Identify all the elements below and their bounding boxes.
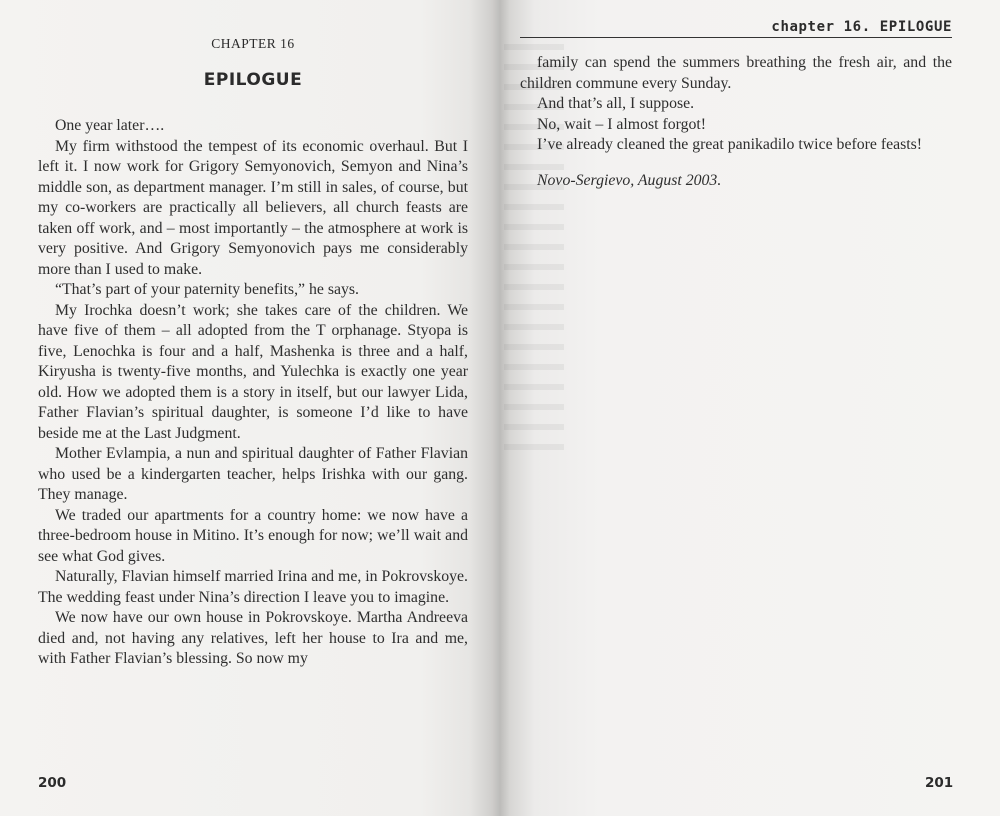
paragraph: My Irochka doesn’t work; she takes care of the children. We have five of them – all adopted from the T orphanage. Styopa is five, Lenochka is four and a half, Mashenka is three and a half, Kiryusha is twenty-five months, and Yulechka is exactly one year old. How we adopted them is a story in itself, but our lawyer Lida, Father Flavian’s spiritual daughter, is someone I’d like to have beside me at the Last Judgment. [38, 301, 468, 442]
running-head: chapter 16. EPILOGUE [771, 19, 952, 35]
chapter-label: CHAPTER 16 [211, 36, 295, 51]
paragraph: No, wait – I almost forgot! [537, 115, 707, 133]
chapter-title: EPILOGUE [203, 70, 303, 90]
right-page-body [520, 53, 952, 191]
dateline: Novo-Sergievo, August 2003. [537, 171, 722, 189]
left-page-body [38, 116, 468, 670]
paragraph: family can spend the summers breathing the fresh air, and the children commune every Sunday. [520, 54, 952, 92]
paragraph: And that’s all, I suppose. [537, 95, 695, 112]
paragraph: “That’s part of your paternity benefits,” he says. [55, 281, 359, 298]
paragraph: I’ve already cleaned the great panikadilo twice before feasts! [537, 136, 923, 153]
page-number-right: 201 [925, 775, 954, 791]
page-number-left: 200 [38, 775, 67, 791]
running-head-rule [520, 37, 952, 38]
paragraph: My firm withstood the tempest of its economic overhaul. But I left it. I now work for Grigory Semyonovich, Semyon and Nina’s middle son, as department manager. I’m still in sales, of course, but my co-workers are practically all believers, all church feasts are taken off work, and – most importantly – the atmosphere at work is very positive. And Grigory Semyonovich pays me considerably more than I used to make. [38, 137, 468, 278]
paragraph: We traded our apartments for a country home: we now have a three-bedroom house in Mitino. It’s enough for now; we’ll wait and see what God gives. [38, 506, 468, 565]
paragraph: Naturally, Flavian himself married Irina and me, in Pokrovskoye. The wedding feast under Nina’s direction I leave you to imagine. [38, 568, 468, 606]
paragraph: Mother Evlampia, a nun and spiritual daughter of Father Flavian who used be a kindergarten teacher, helps Irishka with our gang. They manage. [38, 445, 468, 503]
paragraph: We now have our own house in Pokrovskoye. Martha Andreeva died and, not having any relatives, left her house to Ira and me, with Father Flavian’s blessing. So now my [38, 609, 468, 667]
paragraph: One year later…. [55, 117, 165, 134]
